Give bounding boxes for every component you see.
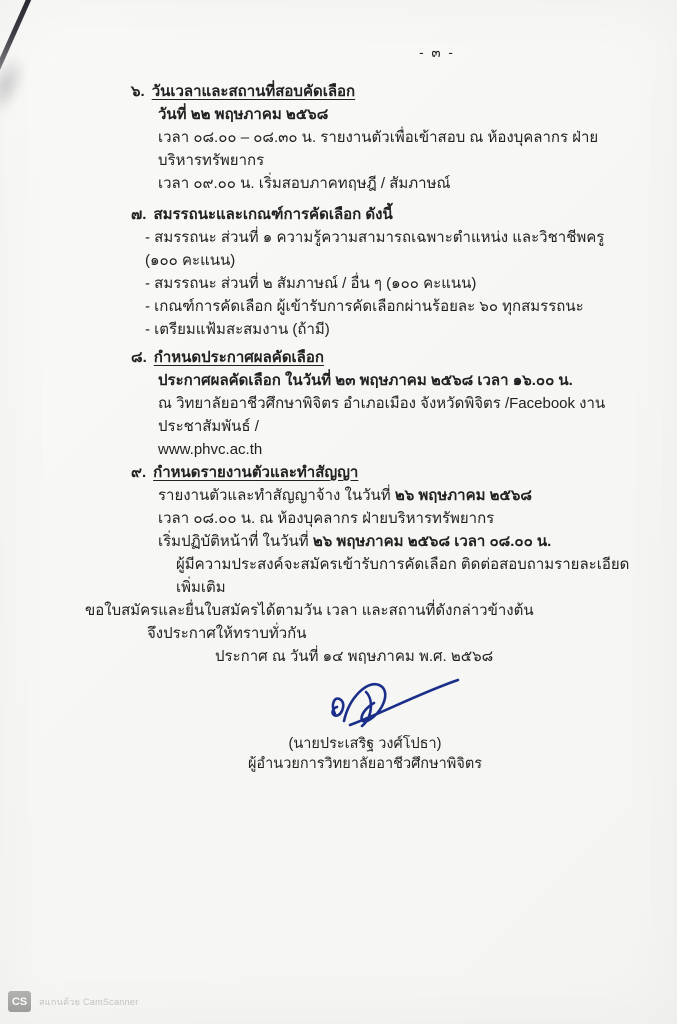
signatory-name: (นายประเสริฐ วงศ์โปธา) (288, 736, 442, 752)
camscanner-logo-icon: CS (8, 991, 31, 1012)
section-heading (131, 346, 639, 369)
camscanner-watermark (8, 991, 139, 1012)
start-duty-value: ๒๖ พฤษภาคม ๒๕๖๘ เวลา ๐๘.๐๐ น. (312, 533, 552, 550)
handwritten-signature (322, 674, 462, 734)
section-number: ๖. (131, 83, 145, 100)
closing-paragraph (85, 553, 639, 668)
contract-date-text: รายงานตัวและทำสัญญาจ้าง ในวันที่ (158, 487, 395, 504)
results-website-line: www.phvc.ac.th (158, 441, 263, 458)
announcement-line: จึงประกาศให้ทราบทั่วกัน (147, 625, 307, 642)
section-heading (131, 80, 639, 103)
signatory-block (245, 734, 485, 774)
results-location-line: ณ วิทยาลัยอาชีวศึกษาพิจิตร อำเภอเมือง จังหวัดพิจิตร /Facebook งานประชาสัมพันธ์ / (158, 395, 606, 435)
section-criteria (131, 203, 639, 341)
contract-date-value: ๒๖ พฤษภาคม ๒๕๖๘ (394, 487, 532, 504)
start-duty-text: เริ่มปฏิบัติหน้าที่ ในวันที่ (158, 533, 313, 550)
closing-line-2: ขอใบสมัครและยื่นใบสมัครได้ตามวัน เวลา และสถานที่ดังกล่าวข้างต้น (85, 602, 534, 619)
start-duty-line (158, 530, 639, 553)
camscanner-watermark-text: สแกนด้วย CamScanner (39, 996, 139, 1007)
criteria-item: - สมรรถนะ ส่วนที่ ๒ สัมภาษณ์ / อื่น ๆ (๑๐๐ คะแนน) (145, 275, 477, 292)
signatory-title: ผู้อำนวยการวิทยาลัยอาชีวศึกษาพิจิตร (247, 756, 483, 772)
section-number: ๘. (131, 349, 147, 366)
section-title: วันเวลาและสถานที่สอบคัดเลือก (151, 83, 356, 100)
exam-report-time-line: เวลา ๐๘.๐๐ – ๐๘.๓๐ น. รายงานตัวเพื่อเข้าสอบ ณ ห้องบุคลากร ฝ่ายบริหารทรัพยากร (158, 129, 599, 169)
contract-time-line: เวลา ๐๘.๐๐ น. ณ ห้องบุคลากร ฝ่ายบริหารทรัพยากร (158, 510, 495, 527)
section-heading (131, 461, 639, 484)
page-number: - ๓ - (419, 45, 455, 60)
criteria-item: - สมรรถนะ ส่วนที่ ๑ ความรู้ความสามารถเฉพาะตำแหน่ง และวิชาชีพครู (๑๐๐ คะแนน) (145, 229, 605, 269)
section-number: ๗. (131, 206, 147, 223)
section-exam-schedule (131, 80, 639, 195)
section-results-announcement (131, 346, 639, 461)
exam-date-line: วันที่ ๒๒ พฤษภาคม ๒๕๖๘ (158, 106, 329, 123)
contract-date-line (158, 484, 639, 507)
criteria-item: - เตรียมแฟ้มสะสมงาน (ถ้ามี) (145, 321, 330, 338)
section-title: สมรรถนะและเกณฑ์การคัดเลือก ดังนี้ (153, 206, 393, 223)
announcement-date-line: ประกาศ ณ วันที่ ๑๔ พฤษภาคม พ.ศ. ๒๕๖๘ (215, 648, 494, 665)
signature-ink-icon (322, 674, 462, 734)
exam-start-time-line: เวลา ๐๙.๐๐ น. เริ่มสอบภาคทฤษฎี / สัมภาษณ์ (158, 175, 451, 192)
section-number: ๙. (131, 464, 147, 481)
section-reporting-contract (131, 461, 639, 553)
section-title: กำหนดรายงานตัวและทำสัญญา (153, 464, 359, 481)
section-title: กำหนดประกาศผลคัดเลือก (153, 349, 324, 366)
criteria-item: - เกณฑ์การคัดเลือก ผู้เข้ารับการคัดเลือกผ่านร้อยละ ๖๐ ทุกสมรรถนะ (145, 298, 584, 315)
section-heading (131, 203, 639, 226)
closing-line-1: ผู้มีความประสงค์จะสมัครเข้ารับการคัดเลือก ติดต่อสอบถามรายละเอียดเพิ่มเติม (176, 556, 630, 596)
results-date-line: ประกาศผลคัดเลือก ในวันที่ ๒๓ พฤษภาคม ๒๕๖๘ เวลา ๑๖.๐๐ น. (158, 372, 573, 389)
